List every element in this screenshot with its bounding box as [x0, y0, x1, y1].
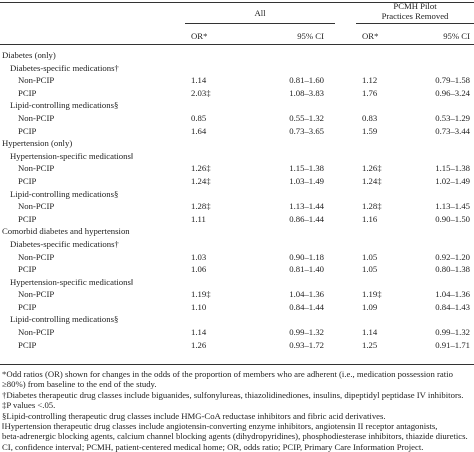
table-body [0, 49, 474, 351]
footnote-line: ≥80%) from baseline to the end of the study. [2, 379, 157, 390]
row-label: Non-PCIP [18, 327, 55, 338]
or-pcmh-cell: 1.25 [362, 339, 378, 350]
table-row [0, 162, 474, 175]
row-label: PCIP [18, 339, 37, 350]
or-all-cell: 1.11 [191, 213, 206, 224]
or-all-cell: 1.14 [191, 327, 207, 338]
col-header-ci-pcmh: 95% CI [443, 31, 470, 41]
ci-all-cell: 0.81–1.60 [289, 75, 324, 86]
subsection-row [0, 313, 474, 326]
col-header-or-all: OR* [191, 31, 208, 41]
or-pcmh-cell: 1.12 [362, 75, 378, 86]
or-pcmh-cell: 1.16 [362, 213, 378, 224]
ci-all-cell: 0.90–1.18 [289, 251, 324, 262]
table-row [0, 200, 474, 213]
ci-all-cell: 1.08–3.83 [289, 87, 324, 98]
row-label: Non-PCIP [18, 75, 55, 86]
row-label: PCIP [18, 125, 37, 136]
ci-pcmh-cell: 0.90–1.50 [435, 213, 470, 224]
row-label: Non-PCIP [18, 251, 55, 262]
or-all-cell: 1.24‡ [191, 175, 211, 186]
ci-pcmh-cell: 0.92–1.20 [435, 251, 470, 262]
footnote-line: §Lipid-controlling therapeutic drug classes include HMG-CoA reductase inhibitors and fibric acid derivatives. [2, 410, 386, 421]
table-row [0, 213, 474, 226]
ci-all-cell: 0.99–1.32 [289, 327, 324, 338]
ci-all-cell: 0.84–1.44 [289, 301, 324, 312]
or-pcmh-cell: 1.14 [362, 327, 378, 338]
footnote-line: ‖Hypertension therapeutic drug classes include angiotensin-converting enzyme inhibitors, angiotensin II receptor antagonists, [2, 421, 438, 432]
header-bottom-rule [0, 44, 474, 45]
or-all-cell: 1.06 [191, 264, 207, 275]
ci-all-cell: 1.04–1.36 [289, 289, 324, 300]
row-label: Non-PCIP [18, 163, 55, 174]
or-all-cell: 0.85 [191, 112, 207, 123]
table-row [0, 87, 474, 100]
row-label: Comorbid diabetes and hypertension [2, 226, 130, 237]
subsection-row [0, 276, 474, 289]
table-row [0, 263, 474, 276]
col-header-or-pcmh: OR* [362, 31, 379, 41]
or-all-cell: 1.14 [191, 75, 207, 86]
or-pcmh-cell: 1.09 [362, 301, 378, 312]
group-rule-all [185, 23, 335, 24]
footnote-line: †Diabetes therapeutic drug classes include biguanides, sulfonylureas, thiazolidinediones, insulins, dipeptidyl peptidase IV inhibitors. [2, 389, 464, 400]
table-footnotes [2, 369, 474, 452]
or-pcmh-cell: 1.59 [362, 125, 378, 136]
section-row [0, 225, 474, 238]
row-label: Diabetes (only) [2, 50, 56, 60]
table-row [0, 74, 474, 87]
subsection-row [0, 238, 474, 251]
row-label: Hypertension-specific medications‖ [10, 150, 134, 161]
table-row [0, 326, 474, 339]
footnote-line: ‡P values <.05. [2, 400, 56, 411]
or-pcmh-cell: 1.76 [362, 87, 378, 98]
row-label: PCIP [18, 213, 37, 224]
subsection-row [0, 62, 474, 75]
row-label: Lipid-controlling medications§ [10, 188, 119, 199]
ci-pcmh-cell: 0.79–1.58 [435, 75, 470, 86]
ci-all-cell: 1.03–1.49 [289, 175, 324, 186]
row-label: Diabetes-specific medications† [10, 238, 119, 249]
subsection-row [0, 150, 474, 163]
group-header-all: All [254, 8, 266, 18]
group-rule-pcmh [356, 23, 474, 24]
row-label: PCIP [18, 264, 37, 275]
ci-pcmh-cell: 0.53–1.29 [435, 112, 470, 123]
or-pcmh-cell: 1.28‡ [362, 201, 382, 212]
or-pcmh-cell: 1.05 [362, 264, 378, 275]
table-row [0, 251, 474, 264]
ci-pcmh-cell: 0.84–1.43 [435, 301, 470, 312]
ci-pcmh-cell: 0.96–3.24 [435, 87, 470, 98]
or-all-cell: 1.64 [191, 125, 207, 136]
group-header-pcmh-line2: Practices Removed [381, 11, 449, 21]
ci-pcmh-cell: 0.91–1.71 [435, 339, 470, 350]
ci-pcmh-cell: 0.80–1.38 [435, 264, 470, 275]
subsection-row [0, 99, 474, 112]
row-label: Non-PCIP [18, 112, 55, 123]
ci-all-cell: 0.86–1.44 [289, 213, 324, 224]
or-all-cell: 1.26 [191, 339, 207, 350]
ci-all-cell: 0.73–3.65 [289, 125, 324, 136]
or-pcmh-cell: 1.24‡ [362, 175, 382, 186]
ci-pcmh-cell: 0.73–3.44 [435, 125, 470, 136]
ci-all-cell: 0.55–1.32 [289, 112, 324, 123]
table-row [0, 125, 474, 138]
footnote-line: CI, confidence interval; PCMH, patient-centered medical home; OR, odds ratio; PCIP, Primary Care Information Project. [2, 441, 424, 452]
or-all-cell: 1.19‡ [191, 289, 211, 300]
ci-pcmh-cell: 1.04–1.36 [435, 289, 470, 300]
or-pcmh-cell: 1.05 [362, 251, 378, 262]
or-pcmh-cell: 1.19‡ [362, 289, 382, 300]
row-label: Hypertension (only) [2, 138, 73, 149]
or-all-cell: 1.26‡ [191, 163, 211, 174]
or-pcmh-cell: 0.83 [362, 112, 378, 123]
or-all-cell: 2.03‡ [191, 87, 211, 98]
row-label: Lipid-controlling medications§ [10, 314, 119, 325]
row-label: PCIP [18, 175, 37, 186]
ci-all-cell: 0.93–1.72 [289, 339, 324, 350]
footnote-line: beta-adrenergic blocking agents, calcium channel blocking agents (dihydropyridines), phosphodiesterase inhibitors, thiazide diuretics. [2, 431, 468, 442]
or-all-cell: 1.10 [191, 301, 207, 312]
section-row [0, 49, 474, 62]
group-header-pcmh-line1: PCMH Pilot [393, 1, 437, 11]
ci-all-cell: 0.81–1.40 [289, 264, 324, 275]
table-row [0, 175, 474, 188]
row-label: PCIP [18, 301, 37, 312]
row-label: Lipid-controlling medications§ [10, 100, 119, 111]
row-label: Diabetes-specific medications† [10, 62, 119, 73]
ci-pcmh-cell: 0.99–1.32 [435, 327, 470, 338]
table-bottom-rule [0, 364, 474, 365]
subsection-row [0, 188, 474, 201]
table-row [0, 288, 474, 301]
row-label: PCIP [18, 87, 37, 98]
ci-pcmh-cell: 1.13–1.45 [435, 201, 470, 212]
ci-pcmh-cell: 1.02–1.49 [435, 175, 470, 186]
group-header-pcmh [356, 1, 474, 21]
footnote-line: *Odd ratios (OR) shown for changes in the odds of the proportion of members who are adherent (i.e., medication possession ratio [2, 369, 453, 379]
section-row [0, 137, 474, 150]
row-label: Non-PCIP [18, 201, 55, 212]
col-header-ci-all: 95% CI [297, 31, 324, 41]
table-row [0, 112, 474, 125]
row-label: Hypertension-specific medications‖ [10, 276, 134, 287]
or-all-cell: 1.03 [191, 251, 207, 262]
ci-all-cell: 1.13–1.44 [289, 201, 324, 212]
table-row [0, 339, 474, 352]
row-label: Non-PCIP [18, 289, 55, 300]
ci-all-cell: 1.15–1.38 [289, 163, 324, 174]
ci-pcmh-cell: 1.15–1.38 [435, 163, 470, 174]
or-all-cell: 1.28‡ [191, 201, 211, 212]
table-row [0, 301, 474, 314]
or-pcmh-cell: 1.26‡ [362, 163, 382, 174]
